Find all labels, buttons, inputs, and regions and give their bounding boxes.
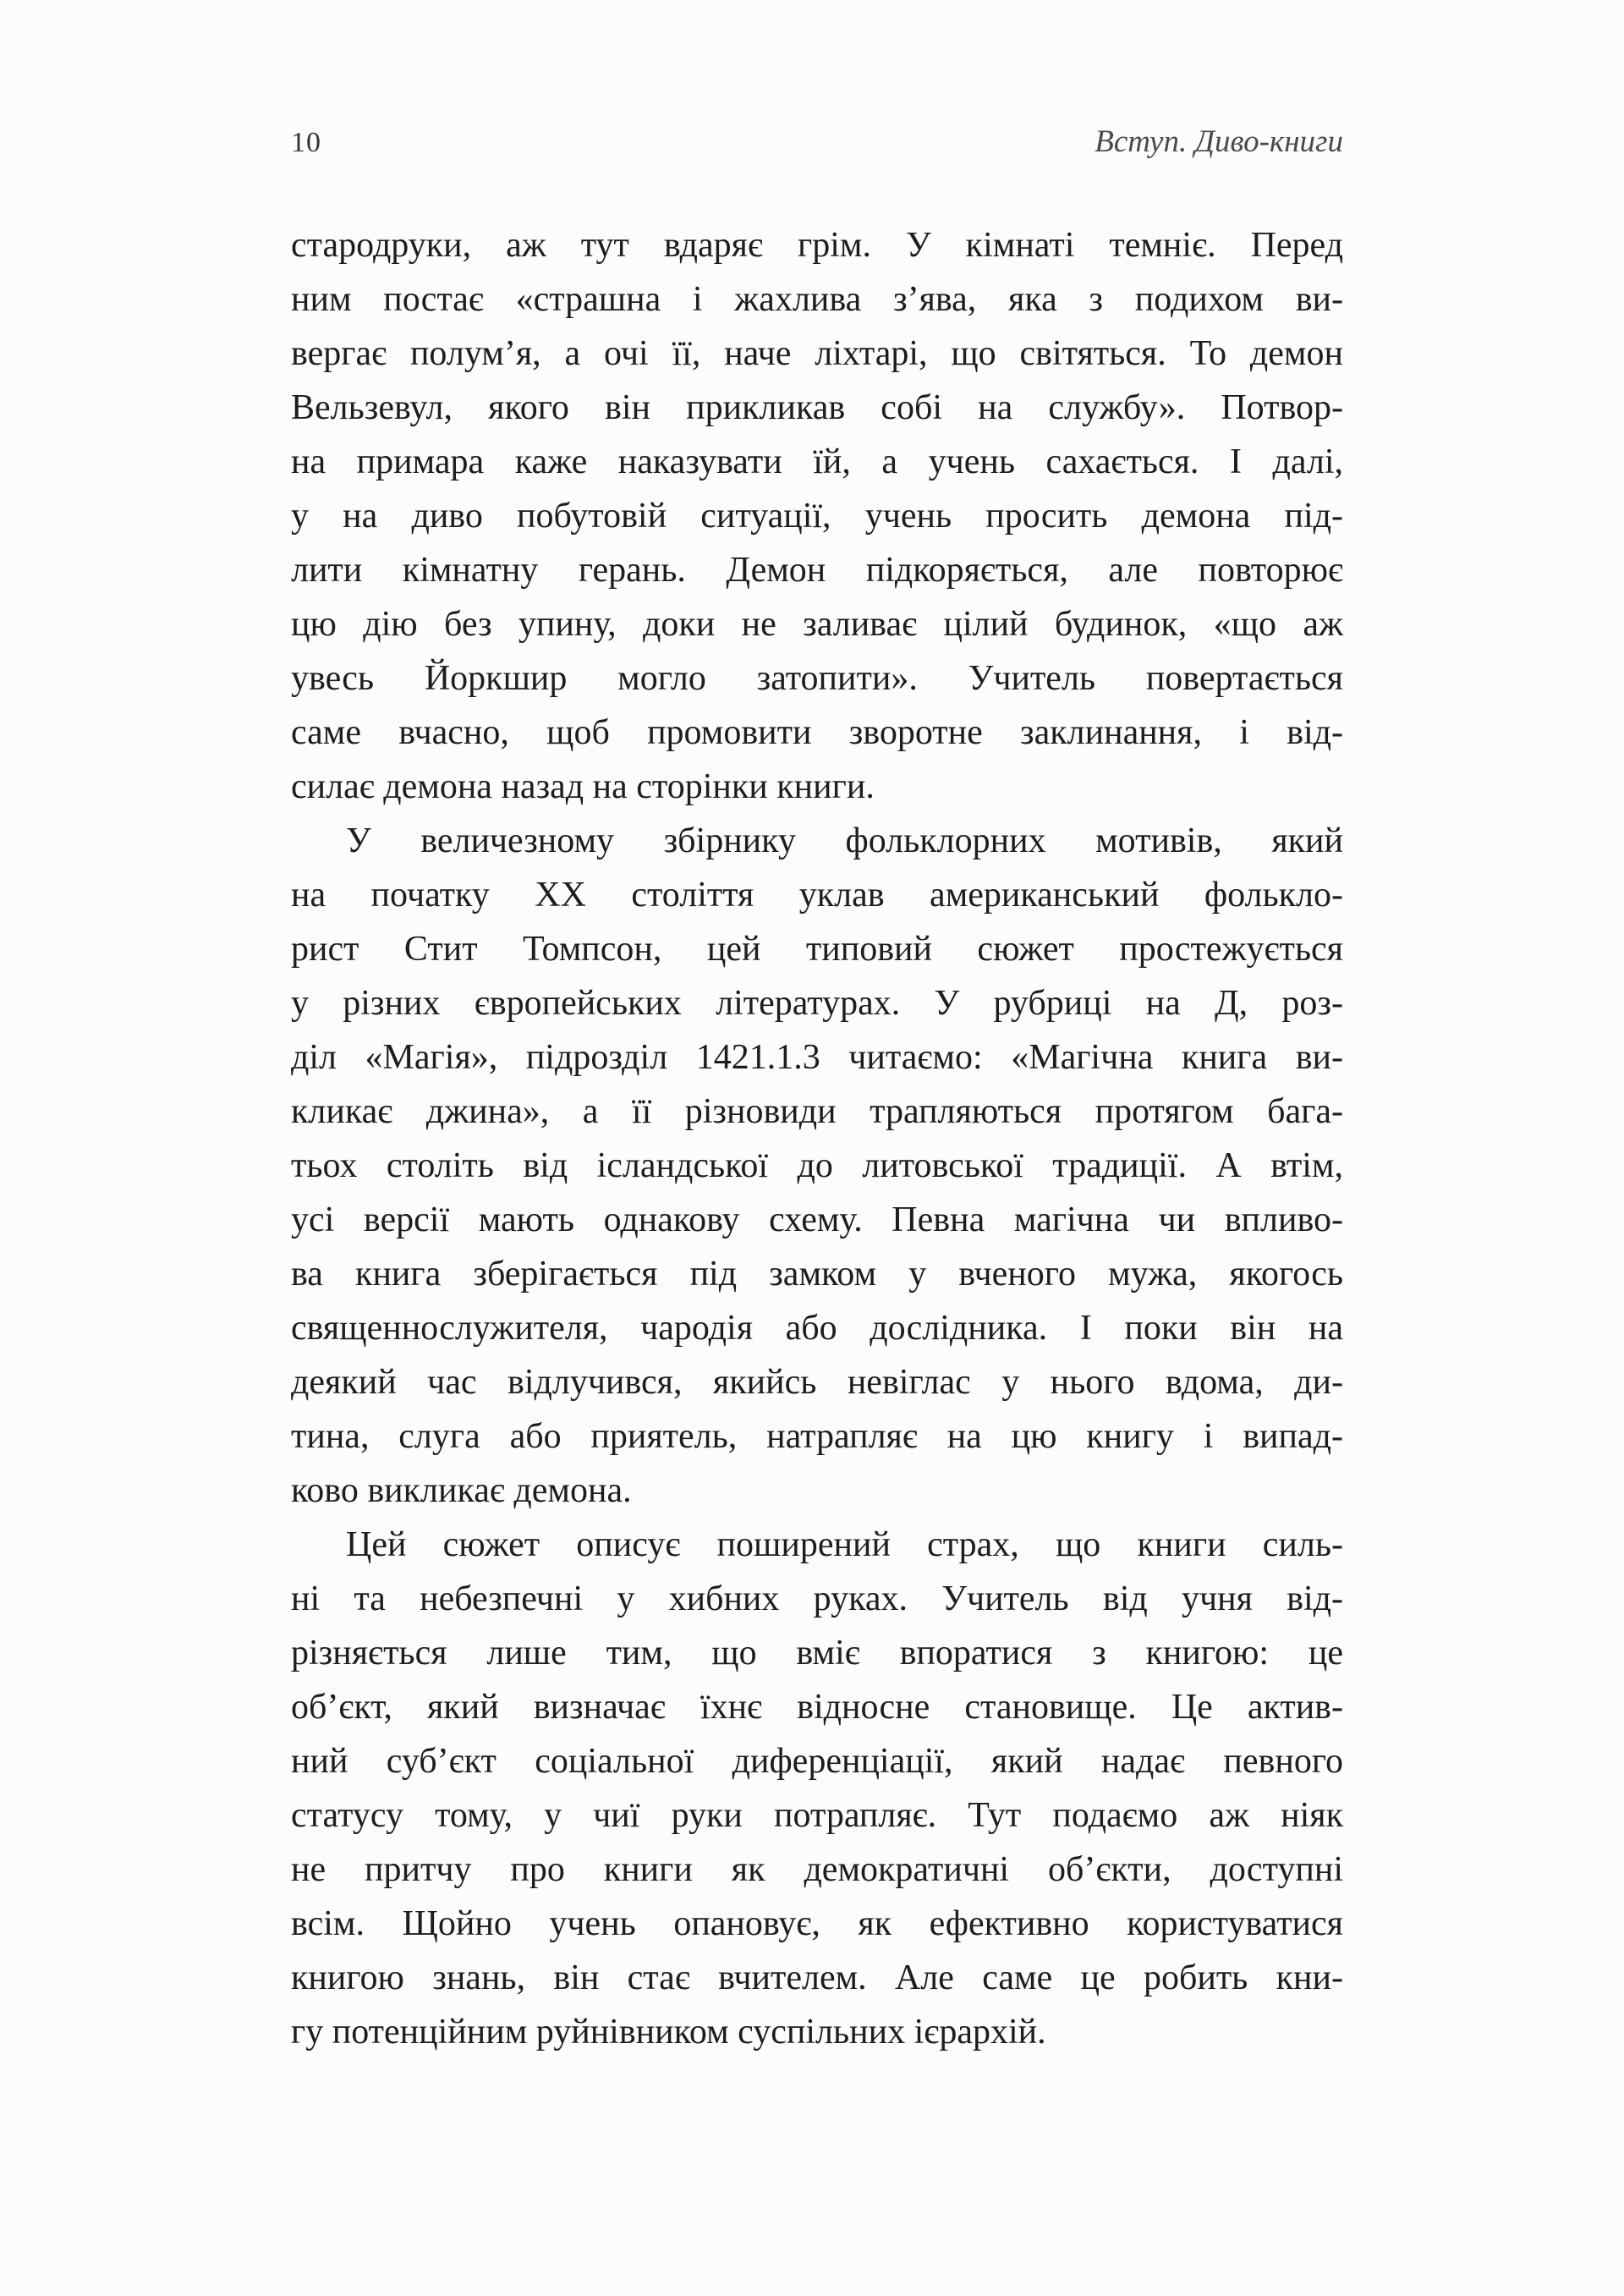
page-number: 10	[291, 127, 321, 158]
text-line: ним постає «страшна і жахлива з’ява, яка з подихом ви-	[291, 280, 1343, 319]
text-line: деякий час відлучився, якийсь невіглас у нього вдома, ди-	[291, 1363, 1343, 1402]
text-line: Цей сюжет описує поширений страх, що книги силь-	[346, 1525, 1343, 1564]
text-line: різняється лише тим, що вміє впоратися з книгою: це	[291, 1634, 1343, 1673]
text-line: саме вчасно, щоб промовити зворотне заклинання, і від-	[291, 713, 1343, 752]
text-line: кликає джина», а її різновиди трапляються протягом бага-	[291, 1092, 1343, 1131]
text-line: у різних європейських літературах. У рубриці на Д, роз-	[291, 984, 1343, 1023]
text-line: рист Стит Томпсон, цей типовий сюжет простежується	[291, 930, 1343, 969]
text-line: цю дію без упину, доки не заливає цілий будинок, «що аж	[291, 605, 1343, 644]
text-line: увесь Йоркшир могло затопити». Учитель повертається	[291, 659, 1343, 698]
text-line: стародруки, аж тут вдаряє грім. У кімнаті темніє. Перед	[291, 226, 1343, 265]
text-line: усі версії мають однакову схему. Певна магічна чи впливо-	[291, 1200, 1343, 1239]
paragraph	[291, 1518, 1343, 2059]
text-line: вергає полум’я, а очі її, наче ліхтарі, що світяться. То демон	[291, 334, 1343, 373]
text-line: об’єкт, який визначає їхнє відносне становище. Це актив-	[291, 1688, 1343, 1727]
text-line: ний суб’єкт соціальної диференціації, який надає певного	[291, 1742, 1343, 1781]
text-line: у на диво побутовій ситуації, учень просить демона під-	[291, 497, 1343, 536]
text-line: Вельзевул, якого він прикликав собі на службу». Потвор-	[291, 388, 1343, 427]
paragraph	[291, 218, 1343, 814]
text-line: ні та небезпечні у хибних руках. Учитель від учня від-	[291, 1579, 1343, 1618]
text-line: на початку XX століття уклав американський фолькло-	[291, 876, 1343, 915]
text-block	[291, 218, 1343, 2059]
text-line: священнослужителя, чародія або дослідника. І поки він на	[291, 1309, 1343, 1348]
text-line: всім. Щойно учень опановує, як ефективно користуватися	[291, 1904, 1343, 1943]
text-line: силає демона назад на сторінки книги.	[291, 767, 875, 806]
text-line: книгою знань, він стає вчителем. Але саме це робить кни-	[291, 1958, 1343, 1997]
text-line: ково викликає демона.	[291, 1471, 632, 1510]
running-head: Вступ. Диво-книги	[1095, 124, 1343, 159]
text-line: на примара каже наказувати їй, а учень сахається. І далі,	[291, 442, 1343, 481]
text-line: статусу тому, у чиї руки потрапляє. Тут подаємо аж ніяк	[291, 1796, 1343, 1835]
paragraph	[291, 814, 1343, 1518]
text-line: У величезному збірнику фольклорних мотивів, який	[346, 821, 1343, 860]
text-line: лити кімнатну герань. Демон підкоряється, але повторює	[291, 551, 1343, 590]
page-header	[291, 124, 1343, 160]
text-line: тьох століть від ісландської до литовської традиції. А втім,	[291, 1146, 1343, 1185]
text-line: діл «Магія», підрозділ 1421.1.3 читаємо: «Магічна книга ви-	[291, 1038, 1343, 1077]
text-line: тина, слуга або приятель, натрапляє на цю книгу і випад-	[291, 1417, 1343, 1456]
text-line: ва книга зберігається під замком у вченого мужа, якогось	[291, 1255, 1343, 1294]
text-line: гу потенційним руйнівником суспільних ієрархій.	[291, 2013, 1046, 2052]
text-line: не притчу про книги як демократичні об’єкти, доступні	[291, 1850, 1343, 1889]
